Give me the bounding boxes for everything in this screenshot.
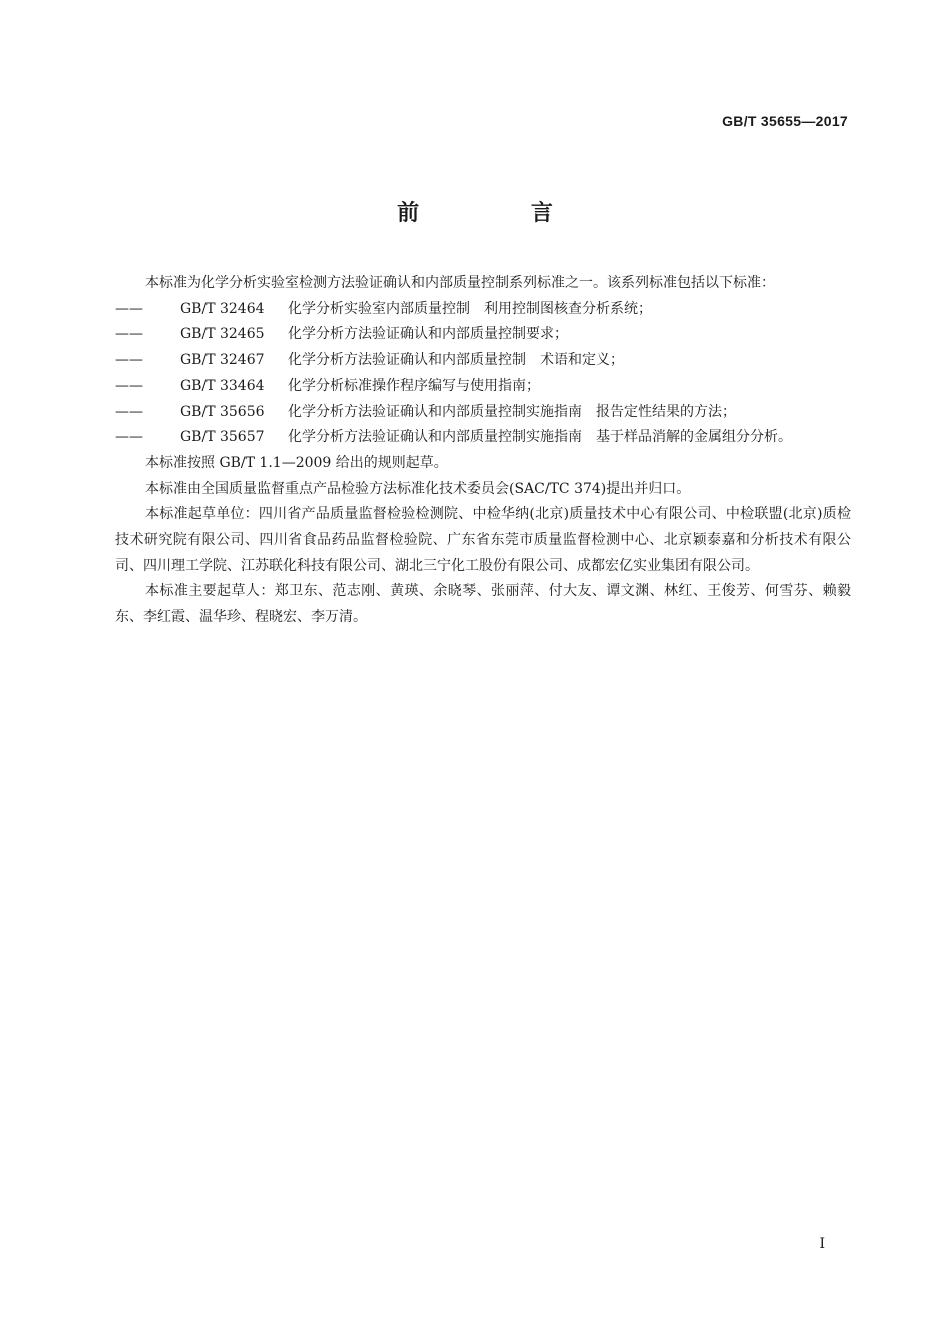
item-dash: —— [115,377,143,394]
item-dash: —— [115,326,143,343]
list-item [115,348,851,374]
item-title: 化学分析方法验证确认和内部质量控制实施指南 基于样品消解的金属组分分析。 [288,429,792,446]
list-item [115,425,851,451]
list-item [115,374,851,400]
standard-code: GB/T 35655—2017 [722,113,848,129]
drafters-paragraph: 本标准主要起草人：郑卫东、范志刚、黄瑛、余晓琴、张丽萍、付大友、谭文渊、林红、王俊芳、何雪芬、赖毅东、李红霞、温华珍、程晓宏、李万清。 [115,583,851,626]
drafting-units-paragraph: 本标准起草单位：四川省产品质量监督检验检测院、中检华纳(北京)质量技术中心有限公司、中检联盟(北京)质检技术研究院有限公司、四川省食品药品监督检验院、广东省东莞市质量监督检测中心、北京颖泰嘉和分析技术有限公司、四川理工学院、江苏联化科技有限公司、湖北三宁化工股份有限公司、成都宏亿实业集团有限公司。 [115,506,851,574]
proposer-paragraph: 本标准由全国质量监督重点产品检验方法标准化技术委员会(SAC/TC 374)提出并归口。 [145,480,691,497]
item-dash: —— [115,352,143,369]
intro-paragraph: 本标准为化学分析实验室检测方法验证确认和内部质量控制系列标准之一。该系列标准包括以下标准： [145,275,775,291]
item-title: 化学分析标准操作程序编写与使用指南； [288,377,540,394]
list-item [115,322,851,348]
item-code: GB/T 32465 [180,326,265,343]
list-item [115,297,851,323]
item-code: GB/T 32467 [180,352,265,369]
item-dash: —— [115,300,143,317]
item-title: 化学分析实验室内部质量控制 利用控制图核查分析系统； [288,300,652,317]
item-code: GB/T 35656 [180,403,265,420]
drafting-rules-paragraph: 本标准按照 GB/T 1.1—2009 给出的规则起草。 [145,454,448,471]
item-code: GB/T 35657 [180,429,265,446]
page-title: 前 言 [397,201,605,226]
document-body [115,271,851,631]
item-code: GB/T 33464 [180,377,265,394]
item-code: GB/T 32464 [180,300,265,317]
item-dash: —— [115,403,143,420]
list-item [115,400,851,426]
item-title: 化学分析方法验证确认和内部质量控制要求； [288,326,568,343]
page-number: I [819,1236,825,1252]
item-dash: —— [115,429,143,446]
item-title: 化学分析方法验证确认和内部质量控制 术语和定义； [288,352,624,369]
item-title: 化学分析方法验证确认和内部质量控制实施指南 报告定性结果的方法； [288,403,736,420]
